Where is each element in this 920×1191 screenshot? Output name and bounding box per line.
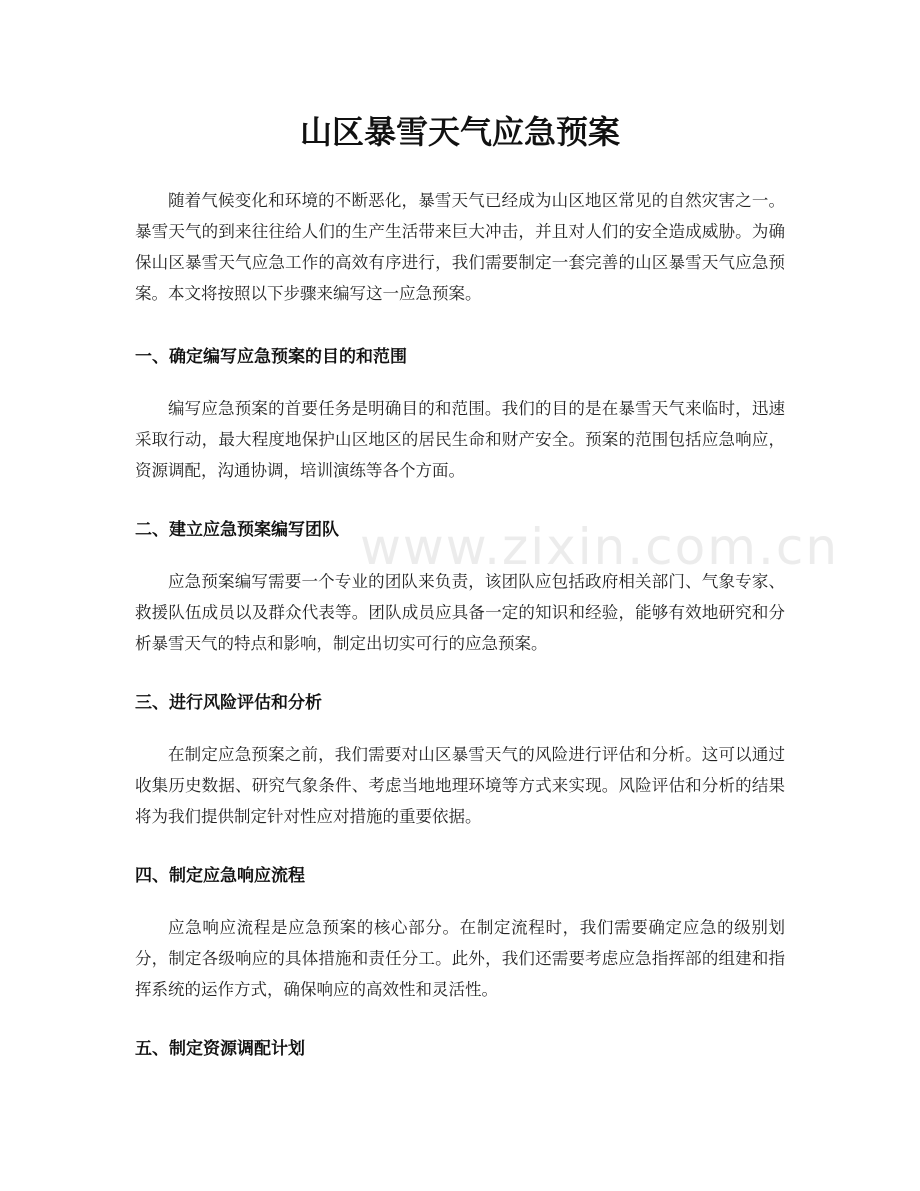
document-title: 山区暴雪天气应急预案	[299, 113, 620, 151]
section-heading-5: 五、制定资源调配计划	[135, 1039, 305, 1059]
section-heading-4: 四、制定应急响应流程	[135, 866, 305, 886]
section-heading-1: 一、确定编写应急预案的目的和范围	[135, 347, 407, 367]
watermark: www.zixin.com.cn	[360, 518, 840, 576]
section-body-1: 编写应急预案的首要任务是明确目的和范围。我们的目的是在暴雪天气来临时，迅速采取行动，最大程度地保护山区地区的居民生命和财产安全。预案的范围包括应急响应，资源调配，沟通协调，培训演练等各个方面。	[135, 399, 785, 480]
intro-paragraph: 随着气候变化和环境的不断恶化，暴雪天气已经成为山区地区常见的自然灾害之一。暴雪天气的到来往往给人们的生产生活带来巨大冲击，并且对人们的安全造成威胁。为确保山区暴雪天气应急工作的高效有序进行，我们需要制定一套完善的山区暴雪天气应急预案。本文将按照以下步骤来编写这一应急预案。	[135, 191, 785, 303]
section-heading-3: 三、进行风险评估和分析	[135, 693, 322, 713]
section-body-4: 应急响应流程是应急预案的核心部分。在制定流程时，我们需要确定应急的级别划分，制定各级响应的具体措施和责任分工。此外，我们还需要考虑应急指挥部的组建和指挥系统的运作方式，确保响应的高效性和灵活性。	[135, 918, 785, 999]
section-body-2: 应急预案编写需要一个专业的团队来负责，该团队应包括政府相关部门、气象专家、救援队伍成员以及群众代表等。团队成员应具备一定的知识和经验，能够有效地研究和分析暴雪天气的特点和影响，制定出切实可行的应急预案。	[135, 572, 785, 653]
section-heading-2: 二、建立应急预案编写团队	[135, 520, 339, 540]
section-body-3: 在制定应急预案之前，我们需要对山区暴雪天气的风险进行评估和分析。这可以通过收集历史数据、研究气象条件、考虑当地地理环境等方式来实现。风险评估和分析的结果将为我们提供制定针对性应对措施的重要依据。	[135, 745, 785, 826]
